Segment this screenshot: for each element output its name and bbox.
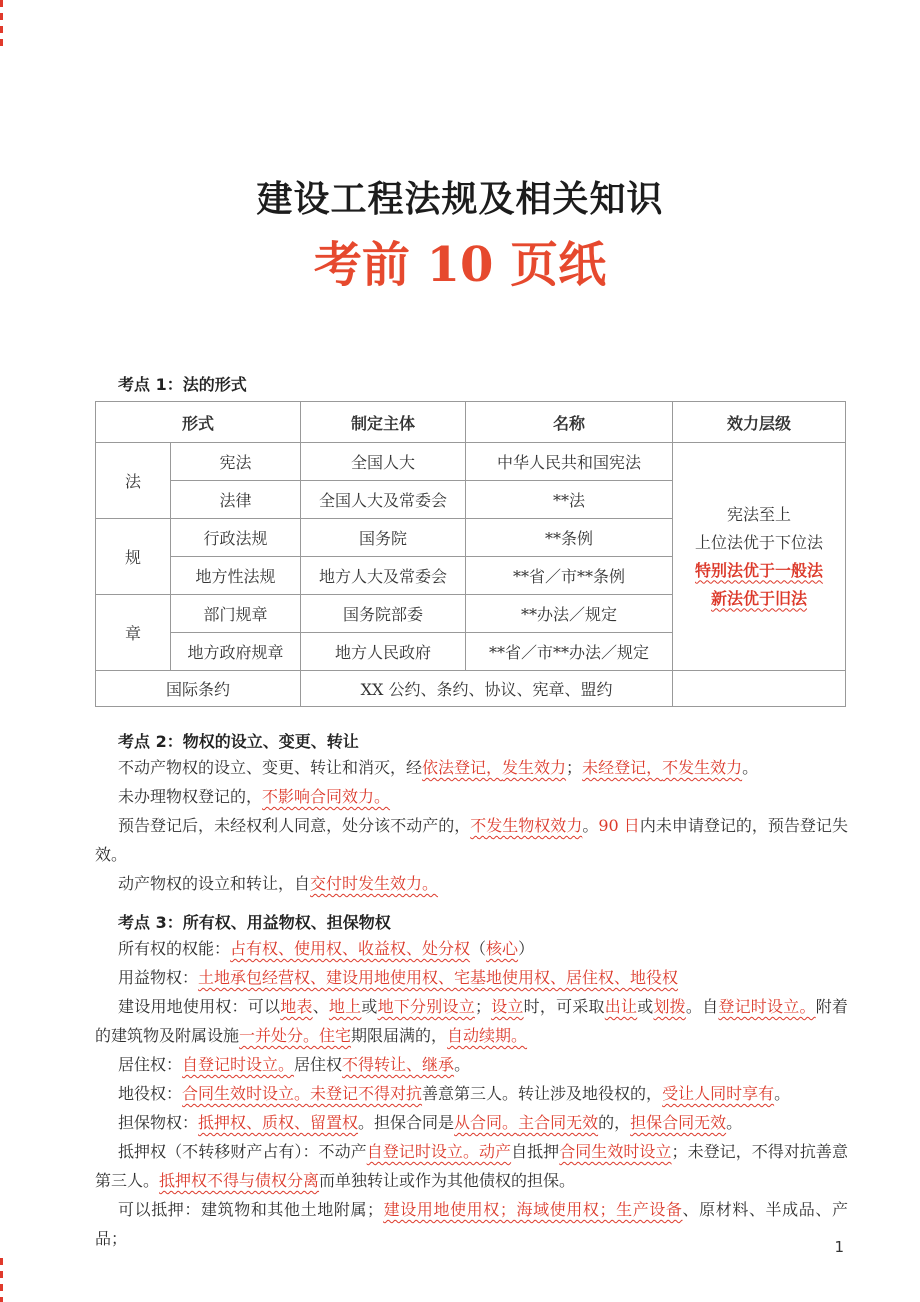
body-text: 、 (312, 997, 329, 1016)
table-cell-dept-rule: 部门规章 (171, 595, 301, 633)
body-text: 。 (774, 1084, 791, 1103)
table-cell-npc: 全国人大 (301, 443, 466, 481)
body-text: 的， (598, 1113, 631, 1132)
highlight-red-text: 受让人同时享有 (662, 1084, 775, 1103)
document-subtitle: 考前 10 页纸 (313, 237, 607, 293)
section-heading-kp3: 考点 3：所有权、用益物权、担保物权 (118, 913, 391, 932)
paragraph (95, 1195, 848, 1253)
highlight-red-text: 未经登记， (582, 758, 663, 777)
highlight-red-text: 抵押权、质权、留置权 (198, 1113, 359, 1132)
highlight-red-text: 一并处分。住宅 (239, 1026, 352, 1045)
paragraph (95, 869, 848, 898)
body-text: 善意第三人。转让涉及地役权的， (422, 1084, 663, 1103)
highlight-red-text: 自动续期。 (447, 1026, 528, 1045)
body-text: 时，可采取 (523, 997, 605, 1016)
body-text: 预告登记后，未经权利人同意，处分该不动产的， (118, 816, 471, 835)
body-text: ） (518, 939, 535, 958)
table-cell-dept-rule-name: **办法／规定 (466, 595, 673, 633)
body-text: 自抵押 (511, 1142, 560, 1161)
table-cell-statute: 法律 (171, 481, 301, 519)
body-text: 所有权的权能： (118, 939, 231, 958)
table-cell-admin-reg: 行政法规 (171, 519, 301, 557)
highlight-red-text: 设立 (490, 997, 524, 1016)
body-text: 居住权： (118, 1055, 183, 1074)
effect-hierarchy-line: 新法优于旧法 (711, 588, 808, 608)
table-row (96, 671, 846, 707)
paragraph (95, 1050, 848, 1079)
table-header-maker: 制定主体 (301, 402, 466, 443)
table-cell-local-rule: 地方政府规章 (171, 633, 301, 671)
law-forms-table (95, 401, 846, 707)
highlight-red-text: 划拨 (653, 997, 686, 1016)
body-text: 抵押权（不转移财产占有）：不动产 (118, 1142, 367, 1161)
paragraph (95, 811, 848, 869)
body-text: ； (566, 758, 583, 777)
table-cell-local-reg-name: **省／市**条例 (466, 557, 673, 595)
table-cell-constitution-name: 中华人民共和国宪法 (466, 443, 673, 481)
paragraph (95, 963, 848, 992)
body-text: （ (470, 939, 487, 958)
highlight-red-text: 登记时设立。 (718, 997, 816, 1016)
table-cell-empty (673, 671, 846, 707)
table-cell-effect-hierarchy (673, 443, 846, 671)
body-text: 。 (582, 816, 599, 835)
document-body (95, 374, 848, 1253)
highlight-red-text: 不发生物权效力 (470, 816, 583, 835)
highlight-red-text: 占有权、使用权、收益权、处分权 (230, 939, 471, 958)
table-cell-local-npc: 地方人大及常委会 (301, 557, 466, 595)
highlight-red-text: 建设用地使用权；海域使用权；生产设备 (383, 1200, 683, 1219)
effect-hierarchy-line: 宪法至上 (727, 504, 792, 524)
table-header-row (96, 402, 846, 443)
body-text: 。 (726, 1113, 743, 1132)
highlight-red-text: 地上 (328, 997, 362, 1016)
highlight-red-text: 不发生效力 (662, 758, 743, 777)
highlight-red-text: 合同生效时设立 (559, 1142, 672, 1161)
body-text: 地役权： (118, 1084, 183, 1103)
body-text: 而单独转让或作为其他债权的担保。 (319, 1171, 576, 1190)
table-cell-law: 法 (96, 443, 171, 519)
body-text: 、原材料、半成品、产品； (95, 1200, 848, 1248)
table-cell-sc-depts: 国务院部委 (301, 595, 466, 633)
highlight-red-text: 出让 (604, 997, 638, 1016)
highlight-red-text: 不得转让、继承 (342, 1055, 455, 1074)
highlight-red-text: 土地承包经营权、建设用地使用权、宅基地使用权、居住权、地役权 (198, 968, 679, 987)
paragraph (95, 1137, 848, 1195)
page-number: 1 (834, 1238, 844, 1256)
highlight-red-text: 未登记不得对抗 (310, 1084, 423, 1103)
highlight-red-text: 地下分别设立 (377, 997, 475, 1016)
table-cell-intl-name: XX 公约、条约、协议、宪章、盟约 (301, 671, 673, 707)
effect-hierarchy-line: 特别法优于一般法 (695, 560, 824, 580)
table-cell-reg: 规 (96, 519, 171, 595)
highlight-red-text: 90 日 (598, 816, 640, 835)
highlight-red-text: 担保合同无效 (630, 1113, 727, 1132)
section-heading-kp2: 考点 2：物权的设立、变更、转让 (118, 732, 359, 751)
paragraph (95, 753, 848, 782)
body-text: 或 (637, 997, 654, 1016)
table-cell-constitution: 宪法 (171, 443, 301, 481)
highlight-red-text: 抵押权不得与债权分离 (159, 1171, 320, 1190)
table-cell-statute-name: **法 (466, 481, 673, 519)
body-text: 。自 (685, 997, 719, 1016)
table-cell-local-gov: 地方人民政府 (301, 633, 466, 671)
table-header-form: 形式 (96, 402, 301, 443)
table-header-effect: 效力层级 (673, 402, 846, 443)
table-cell-intl: 国际条约 (96, 671, 301, 707)
body-text: 内未申请登记的，预告登记失效。 (95, 816, 848, 864)
table-cell-local-reg: 地方性法规 (171, 557, 301, 595)
highlight-red-text: 合同生效时设立。 (182, 1084, 311, 1103)
page-edge-mark-bottom (0, 1258, 3, 1302)
paragraph (95, 934, 848, 963)
body-text: 担保物权： (118, 1113, 199, 1132)
body-text: 居住权 (294, 1055, 343, 1074)
body-text: 期限届满的， (351, 1026, 448, 1045)
highlight-red-text: 发生效力 (502, 758, 567, 777)
body-text: 不动产物权的设立、变更、转让和消灭，经 (118, 758, 423, 777)
body-text: 。担保合同是 (358, 1113, 455, 1132)
table-cell-state-council: 国务院 (301, 519, 466, 557)
table-cell-local-rule-name: **省／市**办法／规定 (466, 633, 673, 671)
paragraph (95, 1079, 848, 1108)
page-edge-mark-top (0, 0, 3, 46)
highlight-red-text: 交付时发生效力。 (310, 874, 439, 893)
paragraph (95, 782, 848, 811)
body-text: 未办理物权登记的， (118, 787, 263, 806)
body-text: 。 (454, 1055, 471, 1074)
table-row (96, 443, 846, 481)
body-text: ； (474, 997, 491, 1016)
paragraph (95, 1108, 848, 1137)
paragraph (95, 992, 848, 1050)
body-text: 。 (742, 758, 759, 777)
highlight-red-text: 依法登记， (422, 758, 503, 777)
highlight-red-text: 地表 (280, 997, 313, 1016)
document-title: 建设工程法规及相关知识 (256, 179, 664, 220)
effect-hierarchy-line: 上位法优于下位法 (695, 532, 824, 552)
body-text: 用益物权： (118, 968, 199, 987)
body-text: 附着的建筑物及附属设施 (95, 997, 848, 1045)
highlight-red-text: 核心 (486, 939, 519, 958)
body-text: 可以抵押：建筑物和其他土地附属； (118, 1200, 384, 1219)
highlight-red-text: 从合同。 (454, 1113, 519, 1132)
highlight-red-text: 主合同无效 (518, 1113, 599, 1132)
table-cell-rule: 章 (96, 595, 171, 671)
highlight-red-text: 自登记时设立。 (182, 1055, 295, 1074)
table-cell-npc-sc: 全国人大及常委会 (301, 481, 466, 519)
body-text: 动产物权的设立和转让，自 (118, 874, 311, 893)
table-header-name: 名称 (466, 402, 673, 443)
body-text: 或 (361, 997, 378, 1016)
highlight-red-text: 不影响合同效力。 (262, 787, 391, 806)
highlight-red-text: 自登记时设立。动产 (366, 1142, 512, 1161)
body-text: 建设用地使用权：可以 (118, 997, 281, 1016)
body-text: ；未登记，不得对抗善意第三人。 (95, 1142, 848, 1190)
table-cell-admin-reg-name: **条例 (466, 519, 673, 557)
section-heading-kp1: 考点 1：法的形式 (118, 375, 247, 394)
